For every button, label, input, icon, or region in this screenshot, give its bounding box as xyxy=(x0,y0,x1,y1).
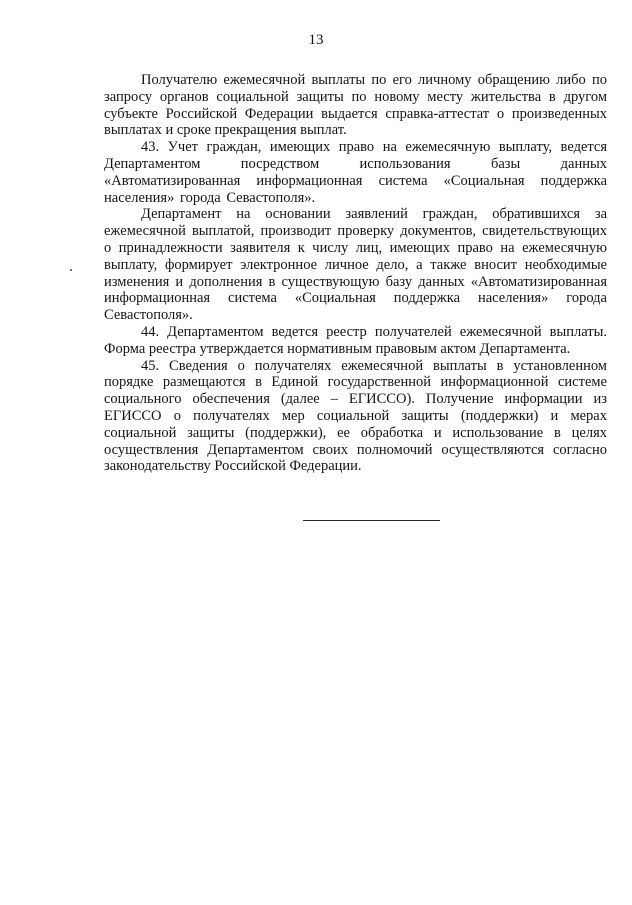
paragraph-43: 43. Учет граждан, имеющих право на ежемесячную выплату, ведется Департаментом посредством использования базы данных «Автоматизированная информационная система «Социальная поддержка населения» города Севастополя». xyxy=(104,139,607,206)
paragraph-44: 44. Департаментом ведется реестр получателей ежемесячной выплаты. Форма реестра утверждается нормативным правовым актом Департамента. xyxy=(104,323,607,357)
document-body xyxy=(104,72,607,475)
paragraph-certificate: Получателю ежемесячной выплаты по его личному обращению либо по запросу органов социальной защиты по новому месту жительства в другом субъекте Российской Федерации выдается справка-аттестат о произведенных выплатах и сроке прекращения выплат. xyxy=(104,72,607,139)
paragraph-department: Департамент на основании заявлений граждан, обратившихся за ежемесячной выплатой, производит проверку документов, свидетельствующих о принадлежности заявителя к числу лиц, имеющих право на ежемесячную выплату, формирует электронное личное дело, а также вносит необходимые изменения и дополнения в существующую базу данных «Автоматизированная информационная система «Социальная поддержка населения» города Севастополя». xyxy=(104,206,607,324)
page-number: 13 xyxy=(308,32,324,48)
scan-speck xyxy=(70,269,72,271)
end-divider-line xyxy=(303,520,440,521)
paragraph-45: 45. Сведения о получателях ежемесячной выплаты в установленном порядке размещаются в Единой государственной информационной системе социального обеспечения (далее – ЕГИССО). Получение информации из ЕГИССО о получателях мер социальной защиты (поддержки) и мерах социальной защиты (поддержки), ее обработка и использование в целях осуществления Департаментом своих полномочий осуществляются согласно законодательству Российской Федерации. xyxy=(104,357,607,475)
